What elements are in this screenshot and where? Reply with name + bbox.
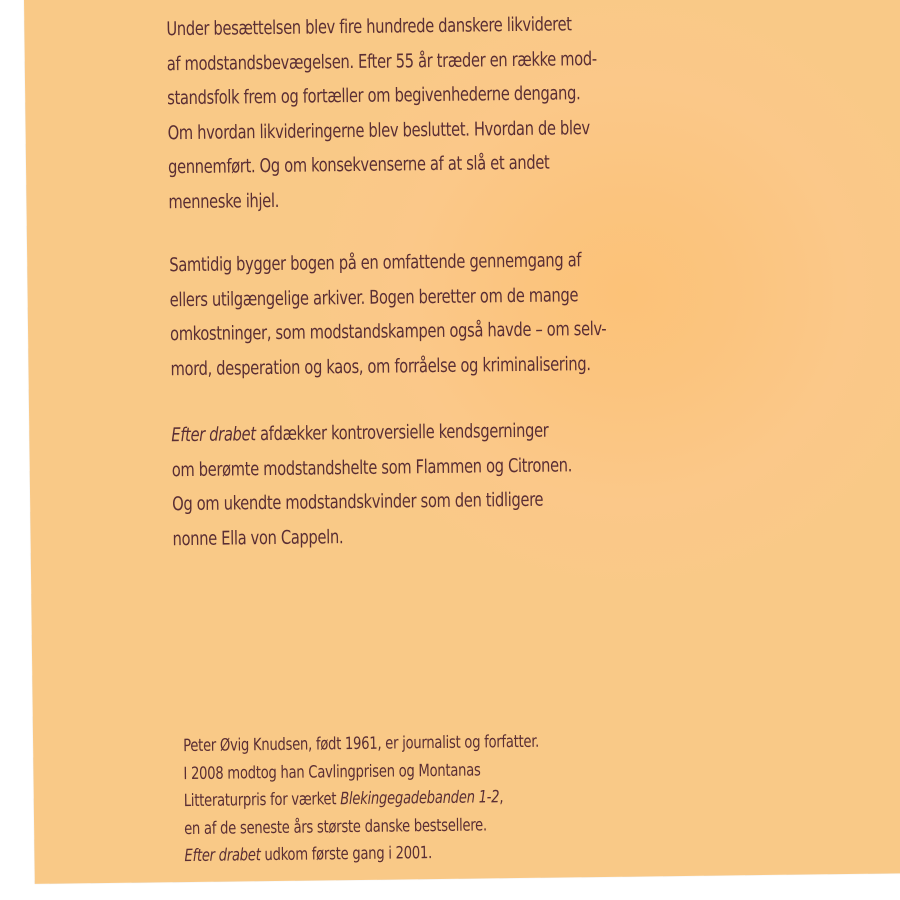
text-fragment: , bbox=[499, 787, 504, 808]
text-line: gennemført. Og om konsekvenserne af at slå et andet bbox=[167, 151, 550, 179]
paragraph-intro bbox=[166, 6, 719, 220]
text-line: omkostninger, som modstandskampen også havde – om selv- bbox=[169, 317, 607, 346]
text-fragment: afdækker kontroversielle kendsgerninger bbox=[255, 419, 549, 446]
text-line: Under besættelsen blev fire hundrede danskere likvideret bbox=[166, 13, 572, 41]
book-title: Efter drabet bbox=[171, 423, 256, 447]
text-line: nonne Ella von Cappeln. bbox=[172, 525, 344, 550]
author-bio bbox=[183, 729, 541, 871]
text-line: standsfolk frem og fortæller om begivenhederne dengang. bbox=[167, 82, 581, 110]
book-title: Efter drabet bbox=[184, 845, 261, 867]
text-line: Peter Øvig Knudsen, født 1961, er journalist og forfatter. bbox=[183, 731, 540, 757]
text-fragment: udkom første gang i 2001. bbox=[260, 843, 433, 866]
text-line: ellers utilgængelige arkiver. Bogen beretter om de mange bbox=[169, 283, 579, 311]
text-line: menneske ihjel. bbox=[168, 189, 280, 213]
text-line bbox=[184, 839, 540, 871]
text-line: Om hvordan likvideringerne blev besluttet. Hvordan de blev bbox=[167, 116, 590, 144]
text-line: Og om ukendte modstandskvinder som den tidligere bbox=[172, 488, 544, 516]
text-line: af modstandsbevægelsen. Efter 55 år træder en række mod- bbox=[166, 47, 597, 75]
text-line bbox=[184, 784, 540, 816]
text-line: Samtidig bygger bogen på en omfattende gennemgang af bbox=[169, 249, 582, 277]
book-back-cover bbox=[24, 0, 900, 884]
paragraph-revelations bbox=[171, 412, 723, 557]
book-title: Blekingegadebanden 1-2 bbox=[340, 787, 500, 810]
text-fragment: Litteraturpris for værket bbox=[183, 789, 341, 812]
paragraph-archives bbox=[169, 242, 721, 387]
text-line: om berømte modstandshelte som Flammen og Citronen. bbox=[171, 453, 573, 481]
text-line: I 2008 modtog han Cavlingprisen og Montanas bbox=[183, 759, 481, 784]
text-line: mord, desperation og kaos, om forråelse og kriminalisering. bbox=[170, 352, 591, 380]
text-line: en af de seneste års største danske bestsellere. bbox=[184, 814, 487, 839]
